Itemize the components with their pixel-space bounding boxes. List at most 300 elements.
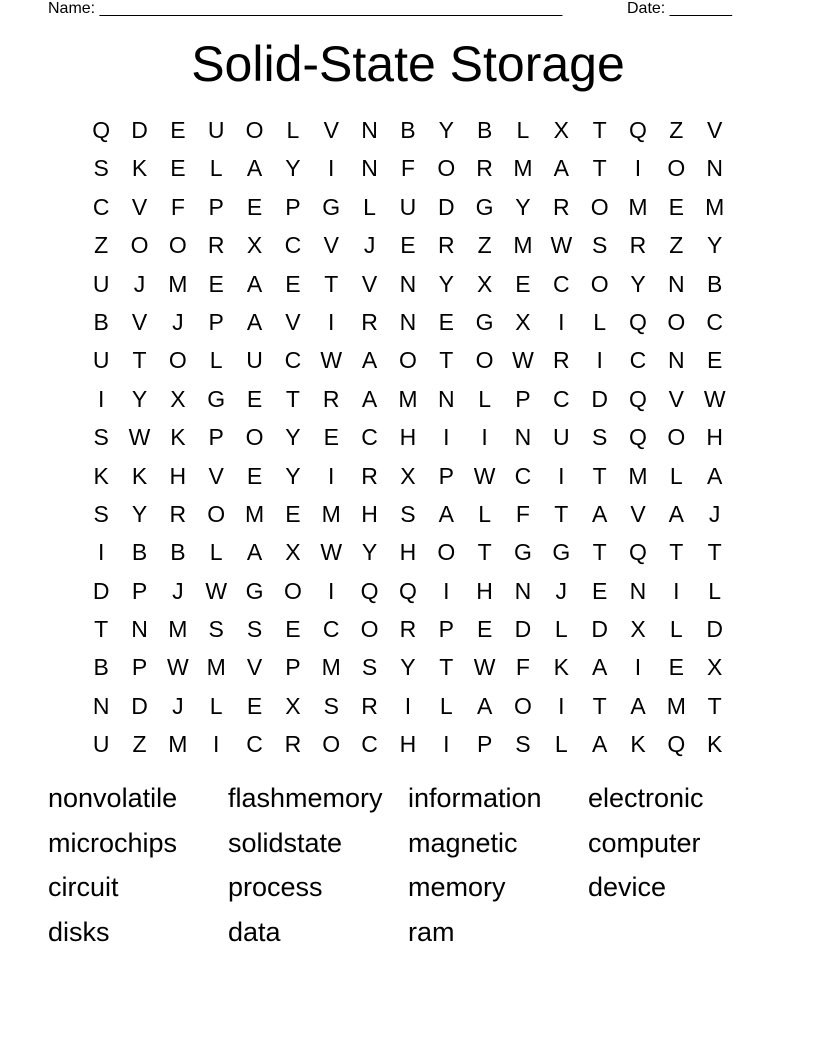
grid-letter: I	[558, 462, 565, 489]
grid-letter: G	[245, 577, 264, 604]
grid-letter: R	[361, 462, 378, 489]
word-bank-item: microchips	[48, 827, 178, 858]
grid-letter: J	[708, 500, 721, 527]
grid-letter: V	[285, 308, 301, 335]
grid-letter: A	[438, 500, 454, 527]
grid-letter: Y	[438, 117, 454, 143]
grid-letter: Z	[132, 731, 147, 758]
grid-letter: C	[361, 731, 378, 758]
grid-letter: M	[513, 155, 533, 182]
grid-letter: W	[703, 385, 726, 412]
grid-letter: O	[475, 347, 494, 374]
grid-letter: U	[92, 731, 110, 758]
grid-letter: I	[443, 731, 450, 758]
grid-letter: P	[131, 577, 148, 604]
grid-letter: I	[443, 424, 450, 451]
word-bank-item: circuit	[48, 872, 119, 903]
grid-letter: N	[399, 270, 417, 297]
grid-letter: M	[244, 500, 265, 527]
word-bank-item: device	[588, 872, 667, 903]
grid-letter: L	[708, 577, 722, 604]
grid-letter: R	[629, 232, 647, 259]
grid-letter: O	[514, 692, 532, 719]
grid-letter: T	[439, 347, 454, 374]
grid-letter: U	[92, 270, 110, 297]
grid-letter: L	[593, 308, 607, 335]
word-bank	[48, 776, 788, 955]
grid-letter: I	[97, 385, 105, 412]
grid-letter: Z	[477, 232, 492, 259]
grid-letter: H	[361, 500, 378, 527]
grid-letter: R	[552, 347, 570, 374]
grid-letter: W	[473, 462, 496, 489]
grid-letter: O	[437, 155, 456, 182]
grid-letter: Q	[398, 577, 417, 604]
grid-letter: Z	[94, 232, 109, 259]
grid-letter: G	[514, 539, 532, 566]
grid-letter: P	[208, 308, 224, 335]
grid-letter: I	[328, 577, 335, 604]
grid-letter: V	[131, 193, 148, 220]
grid-letter: C	[552, 270, 570, 297]
grid-letter: I	[213, 731, 220, 758]
grid-letter: B	[170, 539, 186, 566]
grid-letter: T	[669, 539, 684, 566]
grid-letter: O	[437, 539, 456, 566]
grid-letter: A	[361, 385, 378, 412]
grid-letter: K	[707, 731, 723, 758]
grid-letter: D	[131, 692, 148, 719]
grid-letter: M	[398, 385, 418, 412]
grid-letter: O	[667, 308, 686, 335]
grid-letter: K	[553, 654, 569, 681]
grid-letter: O	[398, 347, 417, 374]
grid-row	[82, 610, 734, 648]
grid-letter: S	[93, 424, 109, 451]
grid-letter: O	[168, 347, 187, 374]
grid-letter: B	[400, 117, 416, 143]
grid-letter: V	[361, 270, 378, 297]
grid-letter: N	[399, 308, 417, 335]
grid-letter: I	[634, 155, 642, 182]
grid-letter: A	[668, 500, 684, 527]
header	[48, 0, 740, 20]
grid-letter: O	[245, 117, 264, 143]
grid-letter: S	[591, 424, 608, 451]
grid-letter: N	[706, 155, 723, 182]
grid-letter: S	[93, 500, 109, 527]
grid-letter: Q	[92, 117, 111, 143]
grid-letter: L	[209, 347, 223, 374]
grid-letter: E	[668, 654, 684, 681]
grid-letter: Y	[707, 232, 723, 259]
grid-letter: M	[168, 270, 188, 297]
grid-letter: E	[246, 692, 263, 719]
grid-letter: O	[667, 424, 686, 451]
grid-letter: S	[361, 654, 378, 681]
grid-letter: J	[172, 577, 184, 604]
grid-letter: W	[320, 539, 343, 566]
grid-letter: E	[170, 117, 186, 143]
grid-letter: T	[707, 692, 722, 719]
grid-letter: X	[246, 232, 263, 259]
grid-letter: Y	[285, 155, 301, 182]
grid-letter: I	[97, 539, 105, 566]
grid-letter: A	[246, 155, 263, 182]
grid-letter: X	[285, 539, 301, 566]
grid-letter: M	[705, 193, 725, 220]
grid-letter: S	[208, 616, 224, 643]
grid-letter: A	[476, 692, 493, 719]
grid-letter: I	[558, 308, 565, 335]
grid-letter: T	[285, 385, 300, 412]
grid-letter: U	[399, 193, 417, 220]
grid-letter: O	[245, 424, 264, 451]
grid-letter: E	[438, 308, 454, 335]
grid-row	[82, 380, 734, 418]
grid-letter: J	[363, 232, 376, 259]
grid-letter: E	[208, 270, 224, 297]
word-bank-item: computer	[588, 827, 701, 858]
grid-letter: S	[93, 155, 109, 182]
grid-letter: S	[246, 616, 263, 643]
grid-letter: P	[285, 654, 301, 681]
grid-letter: Q	[629, 385, 647, 412]
grid-letter: T	[592, 539, 607, 566]
grid-letter: E	[515, 270, 531, 297]
grid-letter: L	[669, 616, 683, 643]
grid-letter: T	[132, 347, 147, 374]
grid-row	[82, 149, 734, 187]
grid-letter: T	[554, 500, 569, 527]
grid-letter: P	[476, 731, 493, 758]
grid-letter: G	[322, 193, 341, 220]
grid-letter: U	[207, 117, 225, 143]
grid-letter: F	[170, 193, 185, 220]
grid-letter: H	[476, 577, 493, 604]
grid-letter: E	[246, 385, 263, 412]
word-bank-item: nonvolatile	[48, 783, 178, 813]
grid-letter: S	[591, 232, 608, 259]
grid-letter: M	[666, 692, 686, 719]
grid-letter: E	[707, 347, 723, 374]
grid-row	[82, 687, 734, 725]
grid-letter: C	[322, 616, 340, 643]
grid-letter: F	[400, 155, 415, 182]
grid-letter: A	[246, 270, 263, 297]
grid-letter: L	[669, 462, 683, 489]
grid-letter: E	[285, 616, 301, 643]
word-bank-item: ram	[408, 917, 455, 948]
grid-letter: Q	[629, 539, 647, 566]
word-bank-item: process	[228, 872, 323, 903]
grid-letter: G	[552, 539, 571, 566]
grid-letter: N	[92, 692, 110, 719]
grid-letter: R	[552, 193, 570, 220]
date-field-label: Date: _______	[627, 0, 732, 17]
grid-letter: V	[707, 117, 723, 143]
grid-letter: N	[668, 347, 685, 374]
grid-letter: I	[328, 308, 335, 335]
grid-letter: J	[172, 692, 184, 719]
grid-letter: V	[630, 500, 646, 527]
grid-letter: X	[630, 616, 646, 643]
grid-letter: T	[592, 692, 607, 719]
word-bank-item: memory	[408, 872, 506, 903]
grid-letter: E	[285, 500, 301, 527]
grid-letter: C	[514, 462, 532, 489]
grid-letter: L	[286, 117, 300, 143]
grid-letter: M	[628, 462, 648, 489]
grid-letter: W	[320, 347, 343, 374]
grid-letter: N	[361, 117, 378, 143]
grid-letter: A	[246, 308, 263, 335]
grid-row	[82, 341, 734, 379]
word-search-grid	[82, 111, 734, 764]
grid-letter: V	[131, 308, 148, 335]
grid-letter: Q	[667, 731, 686, 758]
grid-letter: U	[246, 347, 263, 374]
grid-letter: Q	[629, 308, 647, 335]
grid-letter: L	[554, 731, 568, 758]
grid-letter: P	[438, 616, 454, 643]
grid-letter: V	[246, 654, 263, 681]
grid-letter: K	[170, 424, 186, 451]
grid-letter: L	[363, 193, 376, 220]
grid-letter: N	[668, 270, 685, 297]
grid-letter: T	[592, 462, 607, 489]
grid-letter: E	[668, 193, 684, 220]
grid-letter: B	[131, 539, 148, 566]
grid-letter: I	[634, 654, 642, 681]
grid-row	[82, 725, 734, 763]
grid-letter: Z	[669, 232, 684, 259]
grid-letter: X	[400, 462, 416, 489]
grid-letter: Q	[629, 117, 647, 143]
grid-letter: R	[437, 232, 455, 259]
grid-letter: R	[207, 232, 225, 259]
grid-letter: S	[400, 500, 416, 527]
grid-letter: K	[93, 462, 109, 489]
grid-letter: J	[172, 308, 184, 335]
grid-letter: P	[208, 424, 224, 451]
grid-letter: Y	[285, 462, 301, 489]
grid-letter: D	[437, 193, 455, 220]
grid-letter: D	[92, 577, 110, 604]
grid-letter: E	[323, 424, 339, 451]
word-bank-item: data	[228, 917, 281, 948]
grid-letter: G	[475, 308, 494, 335]
grid-letter: V	[323, 232, 339, 259]
grid-letter: D	[591, 385, 608, 412]
grid-row	[82, 265, 734, 303]
word-bank-item: disks	[48, 917, 110, 948]
grid-letter: D	[131, 117, 148, 143]
grid-letter: E	[285, 270, 301, 297]
word-bank-item: solidstate	[228, 827, 343, 858]
grid-letter: R	[284, 731, 302, 758]
grid-letter: L	[516, 117, 530, 143]
grid-row	[82, 533, 734, 571]
grid-letter: A	[630, 692, 646, 719]
grid-letter: R	[399, 616, 417, 643]
grid-letter: V	[323, 117, 339, 143]
word-bank-item: information	[408, 783, 542, 813]
grid-letter: X	[707, 654, 723, 681]
grid-letter: R	[169, 500, 187, 527]
grid-letter: O	[130, 232, 149, 259]
grid-letter: H	[706, 424, 723, 451]
grid-letter: A	[591, 500, 608, 527]
grid-letter: Y	[131, 500, 148, 527]
grid-letter: W	[473, 654, 496, 681]
grid-letter: W	[512, 347, 534, 374]
grid-row	[82, 418, 734, 456]
grid-letter: L	[439, 692, 453, 719]
grid-letter: X	[170, 385, 186, 412]
grid-letter: G	[475, 193, 494, 220]
grid-letter: E	[246, 462, 263, 489]
grid-letter: T	[324, 270, 339, 297]
grid-letter: M	[513, 232, 533, 259]
grid-letter: M	[168, 731, 188, 758]
grid-letter: E	[170, 155, 186, 182]
grid-letter: R	[361, 308, 378, 335]
grid-letter: L	[209, 692, 223, 719]
grid-letter: O	[322, 731, 341, 758]
grid-letter: U	[552, 424, 570, 451]
grid-letter: O	[168, 232, 187, 259]
grid-letter: C	[284, 347, 302, 374]
grid-letter: A	[591, 654, 608, 681]
grid-letter: R	[476, 155, 493, 182]
grid-letter: T	[592, 117, 607, 143]
grid-letter: M	[321, 500, 341, 527]
grid-letter: Y	[630, 270, 646, 297]
grid-row	[82, 457, 734, 495]
grid-letter: T	[707, 539, 722, 566]
grid-letter: I	[481, 424, 488, 451]
grid-letter: X	[285, 692, 301, 719]
grid-letter: E	[246, 193, 263, 220]
grid-letter: B	[707, 270, 723, 297]
grid-letter: T	[94, 616, 109, 643]
grid-letter: X	[515, 308, 531, 335]
grid-letter: I	[558, 692, 565, 719]
grid-letter: A	[553, 155, 569, 182]
grid-letter: Q	[360, 577, 379, 604]
grid-letter: H	[399, 731, 417, 758]
grid-letter: E	[591, 577, 608, 604]
grid-letter: O	[283, 577, 302, 604]
grid-letter: H	[399, 539, 417, 566]
grid-letter: D	[591, 616, 608, 643]
grid-letter: I	[673, 577, 680, 604]
grid-letter: M	[168, 616, 188, 643]
grid-letter: M	[206, 654, 226, 681]
grid-letter: W	[128, 424, 151, 451]
grid-row	[82, 648, 734, 686]
grid-letter: L	[209, 155, 223, 182]
grid-letter: L	[209, 539, 223, 566]
grid-letter: M	[628, 193, 648, 220]
grid-letter: G	[207, 385, 226, 412]
grid-letter: P	[208, 193, 224, 220]
grid-row	[82, 226, 734, 264]
grid-letter: Y	[361, 539, 378, 566]
grid-letter: E	[476, 616, 493, 643]
grid-letter: W	[205, 577, 228, 604]
grid-letter: K	[131, 155, 148, 182]
grid-letter: C	[552, 385, 570, 412]
grid-letter: A	[591, 731, 608, 758]
grid-letter: O	[207, 500, 226, 527]
grid-letter: C	[629, 347, 647, 374]
grid-letter: Y	[131, 385, 148, 412]
grid-letter: R	[322, 385, 340, 412]
grid-letter: I	[404, 692, 412, 719]
grid-letter: X	[476, 270, 493, 297]
grid-letter: I	[596, 347, 603, 374]
grid-row	[82, 188, 734, 226]
grid-letter: N	[437, 385, 455, 412]
grid-letter: B	[93, 654, 109, 681]
grid-letter: P	[438, 462, 454, 489]
grid-letter: V	[208, 462, 224, 489]
grid-letter: A	[246, 539, 263, 566]
grid-letter: Y	[438, 270, 454, 297]
grid-letter: N	[131, 616, 148, 643]
grid-letter: C	[284, 232, 302, 259]
grid-letter: P	[285, 193, 301, 220]
grid-letter: S	[323, 692, 339, 719]
grid-letter: R	[361, 692, 378, 719]
grid-letter: I	[328, 155, 335, 182]
grid-letter: D	[514, 616, 532, 643]
grid-letter: C	[361, 424, 378, 451]
name-field-label: Name: ____________________________________________________	[48, 0, 563, 17]
grid-letter: Y	[515, 193, 531, 220]
grid-letter: I	[328, 462, 335, 489]
grid-letter: T	[439, 654, 454, 681]
grid-letter: P	[515, 385, 531, 412]
grid-letter: A	[707, 462, 723, 489]
page-title: Solid-State Storage	[191, 36, 625, 92]
grid-letter: Y	[400, 654, 416, 681]
grid-letter: F	[515, 500, 530, 527]
grid-letter: H	[399, 424, 417, 451]
grid-letter: Z	[669, 117, 684, 143]
grid-letter: E	[400, 232, 416, 259]
grid-letter: K	[630, 731, 646, 758]
grid-letter: T	[592, 155, 607, 182]
grid-letter: N	[361, 155, 378, 182]
grid-letter: I	[443, 577, 450, 604]
grid-letter: Y	[285, 424, 301, 451]
grid-letter: M	[321, 654, 341, 681]
grid-letter: D	[706, 616, 723, 643]
grid-letter: U	[92, 347, 110, 374]
grid-letter: J	[133, 270, 146, 297]
grid-letter: N	[629, 577, 647, 604]
grid-letter: P	[131, 654, 148, 681]
grid-letter: K	[131, 462, 148, 489]
grid-letter: W	[550, 232, 573, 259]
grid-letter: C	[92, 193, 110, 220]
word-bank-item: magnetic	[408, 827, 518, 858]
grid-letter: N	[514, 424, 532, 451]
grid-letter: C	[246, 731, 263, 758]
